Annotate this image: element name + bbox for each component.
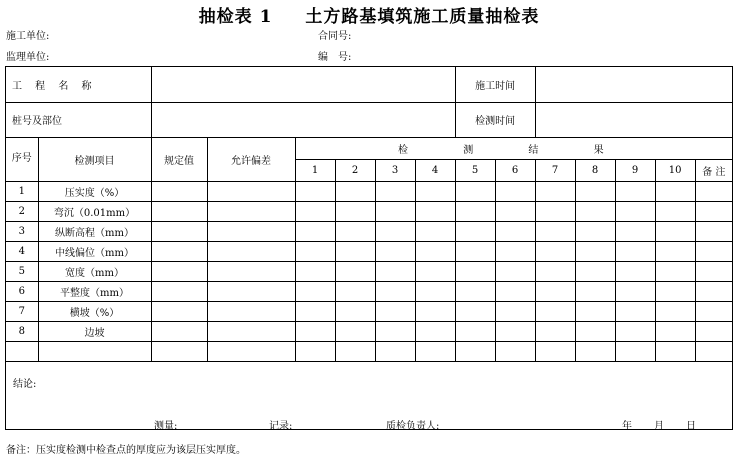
data-cell[interactable] (375, 341, 415, 361)
row-item: 弯沉（0.01mm） (38, 201, 151, 221)
data-cell[interactable] (455, 321, 495, 341)
data-cell[interactable] (455, 201, 495, 221)
data-cell[interactable] (695, 201, 732, 221)
data-cell[interactable] (335, 241, 375, 261)
col-results: 检 测 结 果 (295, 137, 732, 159)
data-cell[interactable] (335, 261, 375, 281)
data-cell[interactable] (575, 181, 615, 201)
contract-no-label: 合同号: (318, 31, 352, 42)
project-name-value[interactable] (151, 67, 455, 102)
data-cell[interactable] (535, 341, 575, 361)
data-cell[interactable] (575, 221, 615, 241)
row-number: 5 (6, 261, 38, 281)
data-cell[interactable] (375, 301, 415, 321)
data-cell[interactable] (535, 301, 575, 321)
data-cell[interactable] (335, 301, 375, 321)
data-cell[interactable] (495, 281, 535, 301)
data-cell[interactable] (455, 241, 495, 261)
data-cell[interactable] (415, 281, 455, 301)
data-cell[interactable] (207, 321, 295, 341)
data-cell[interactable] (455, 281, 495, 301)
col-point: 5 (455, 159, 495, 181)
data-cell[interactable] (535, 261, 575, 281)
row-item: 中线偏位（mm） (38, 241, 151, 261)
row-number: 4 (6, 241, 38, 261)
data-cell[interactable] (335, 321, 375, 341)
data-cell[interactable] (655, 241, 695, 261)
data-cell[interactable] (415, 321, 455, 341)
data-cell[interactable] (655, 221, 695, 241)
data-cell[interactable] (615, 181, 655, 201)
data-cell[interactable] (415, 181, 455, 201)
row-number: 8 (6, 321, 38, 341)
data-cell[interactable] (415, 241, 455, 261)
data-cell[interactable] (695, 301, 732, 321)
qc-lead-label: 质检负责人: (386, 421, 440, 432)
data-cell[interactable] (495, 301, 535, 321)
data-cell[interactable] (655, 301, 695, 321)
column-header-row (6, 137, 732, 159)
data-cell[interactable] (655, 261, 695, 281)
data-cell[interactable] (695, 181, 732, 201)
data-cell[interactable] (495, 341, 535, 361)
data-cell[interactable] (615, 261, 655, 281)
col-item: 检测项目 (38, 137, 151, 181)
table-row (6, 321, 732, 341)
data-cell[interactable] (575, 281, 615, 301)
record-label: 记录: (269, 421, 293, 432)
data-cell[interactable] (455, 301, 495, 321)
serial-no-label: 编 号: (318, 52, 352, 63)
data-cell[interactable] (335, 221, 375, 241)
construction-time-value[interactable] (535, 67, 732, 102)
data-cell[interactable] (615, 241, 655, 261)
data-cell[interactable] (151, 341, 207, 361)
data-cell[interactable] (495, 221, 535, 241)
table-row (6, 281, 732, 301)
row-item: 纵断高程（mm） (38, 221, 151, 241)
table-row (6, 201, 732, 221)
data-cell[interactable] (151, 301, 207, 321)
data-cell[interactable] (695, 321, 732, 341)
col-point: 6 (495, 159, 535, 181)
data-cell[interactable] (575, 301, 615, 321)
table-row (6, 261, 732, 281)
data-cell[interactable] (375, 221, 415, 241)
data-cell[interactable] (335, 181, 375, 201)
row-item: 平整度（mm） (38, 281, 151, 301)
data-cell[interactable] (655, 341, 695, 361)
page-title (0, 2, 738, 27)
data-cell[interactable] (375, 201, 415, 221)
data-cell[interactable] (615, 341, 655, 361)
data-cell[interactable] (207, 281, 295, 301)
data-cell[interactable] (455, 341, 495, 361)
data-cell[interactable] (207, 201, 295, 221)
data-cell[interactable] (495, 241, 535, 261)
data-cell[interactable] (615, 281, 655, 301)
data-cell[interactable] (455, 221, 495, 241)
data-cell[interactable] (335, 201, 375, 221)
station-row (6, 102, 732, 137)
month-label: 月 (654, 421, 664, 432)
data-cell[interactable] (655, 281, 695, 301)
row-item: 压实度（%） (38, 181, 151, 201)
data-cell[interactable] (295, 301, 335, 321)
data-cell[interactable] (375, 181, 415, 201)
col-point: 9 (615, 159, 655, 181)
data-cell[interactable] (375, 321, 415, 341)
data-cell[interactable] (575, 261, 615, 281)
col-point: 3 (375, 159, 415, 181)
data-cell[interactable] (295, 241, 335, 261)
col-point: 8 (575, 159, 615, 181)
data-rows (6, 181, 732, 361)
data-cell[interactable] (655, 321, 695, 341)
data-cell[interactable] (151, 221, 207, 241)
table-row (6, 221, 732, 241)
data-cell[interactable] (415, 221, 455, 241)
day-label: 日 (686, 421, 696, 432)
table-row (6, 181, 732, 201)
col-spec: 规定值 (151, 137, 207, 181)
col-point: 1 (295, 159, 335, 181)
table-name: 土方路基填筑施工质量抽检表 (305, 7, 540, 27)
data-cell[interactable] (207, 341, 295, 361)
data-cell[interactable] (295, 221, 335, 241)
inspection-form (5, 66, 733, 430)
conclusion-section (6, 369, 732, 432)
footnote: 备注：压实度检测中检查点的厚度应为该层压实厚度。 (6, 445, 246, 456)
date-label (622, 417, 696, 432)
row-number: 1 (6, 181, 38, 201)
station-part-value[interactable] (151, 102, 455, 137)
data-cell[interactable] (295, 341, 335, 361)
data-cell[interactable] (151, 261, 207, 281)
data-cell[interactable] (575, 201, 615, 221)
data-cell[interactable] (535, 201, 575, 221)
data-cell[interactable] (615, 201, 655, 221)
data-cell[interactable] (695, 281, 732, 301)
data-cell[interactable] (415, 261, 455, 281)
data-cell[interactable] (415, 201, 455, 221)
data-cell[interactable] (295, 261, 335, 281)
data-cell[interactable] (207, 221, 295, 241)
data-cell[interactable] (455, 261, 495, 281)
data-cell[interactable] (695, 221, 732, 241)
data-cell[interactable] (615, 321, 655, 341)
col-point: 4 (415, 159, 455, 181)
col-seq: 序号 (6, 137, 38, 181)
table-row (6, 241, 732, 261)
construction-unit-label: 施工单位: (6, 31, 50, 42)
data-cell[interactable] (495, 321, 535, 341)
data-cell[interactable] (295, 181, 335, 201)
data-cell[interactable] (615, 221, 655, 241)
year-label: 年 (622, 421, 632, 432)
conclusion-label: 结论: (13, 379, 37, 390)
data-cell[interactable] (695, 241, 732, 261)
data-cell[interactable] (151, 241, 207, 261)
data-cell[interactable] (415, 341, 455, 361)
data-cell[interactable] (151, 281, 207, 301)
data-cell[interactable] (575, 341, 615, 361)
data-cell[interactable] (575, 321, 615, 341)
data-cell[interactable] (415, 301, 455, 321)
supervision-unit-label: 监理单位: (6, 52, 50, 63)
table-row (6, 341, 732, 361)
row-number: 7 (6, 301, 38, 321)
data-cell[interactable] (535, 241, 575, 261)
station-part-label: 桩号及部位 (6, 102, 151, 137)
data-cell[interactable] (207, 261, 295, 281)
data-cell[interactable] (207, 181, 295, 201)
data-cell[interactable] (375, 241, 415, 261)
col-point: 7 (535, 159, 575, 181)
inspection-time-value[interactable] (535, 102, 732, 137)
project-row (6, 67, 732, 102)
inspection-time-label: 检测时间 (455, 102, 535, 137)
data-cell[interactable] (375, 261, 415, 281)
data-cell[interactable] (695, 261, 732, 281)
data-cell[interactable] (535, 221, 575, 241)
row-item: 边坡 (38, 321, 151, 341)
data-cell[interactable] (535, 181, 575, 201)
data-cell[interactable] (495, 181, 535, 201)
table-row (6, 301, 732, 321)
row-item: 横坡（%） (38, 301, 151, 321)
data-cell[interactable] (207, 241, 295, 261)
data-cell[interactable] (455, 181, 495, 201)
data-cell[interactable] (495, 201, 535, 221)
data-cell[interactable] (495, 261, 535, 281)
data-cell[interactable] (295, 201, 335, 221)
data-cell[interactable] (375, 281, 415, 301)
data-cell[interactable] (575, 241, 615, 261)
col-point: 10 (655, 159, 695, 181)
data-cell[interactable] (151, 321, 207, 341)
data-cell[interactable] (295, 321, 335, 341)
data-cell[interactable] (535, 281, 575, 301)
measure-label: 测量: (154, 421, 178, 432)
data-cell[interactable] (655, 181, 695, 201)
row-number: 6 (6, 281, 38, 301)
construction-time-label: 施工时间 (455, 67, 535, 102)
data-cell[interactable] (695, 341, 732, 361)
data-cell[interactable] (151, 201, 207, 221)
col-point: 2 (335, 159, 375, 181)
row-number: 3 (6, 221, 38, 241)
col-remarks: 备 注 (695, 159, 732, 181)
data-cell[interactable] (615, 301, 655, 321)
project-name-label: 工 程 名 称 (6, 67, 151, 102)
inspection-table (6, 67, 732, 362)
data-cell[interactable] (655, 201, 695, 221)
row-item: 宽度（mm） (38, 261, 151, 281)
data-cell[interactable] (38, 341, 151, 361)
data-cell[interactable] (335, 341, 375, 361)
table-number: 抽检表 1 (198, 7, 273, 27)
row-number: 2 (6, 201, 38, 221)
data-cell[interactable] (151, 181, 207, 201)
data-cell[interactable] (335, 281, 375, 301)
col-tolerance: 允许偏差 (207, 137, 295, 181)
data-cell[interactable] (207, 301, 295, 321)
data-cell[interactable] (535, 321, 575, 341)
data-cell[interactable] (295, 281, 335, 301)
data-cell[interactable] (6, 341, 38, 361)
